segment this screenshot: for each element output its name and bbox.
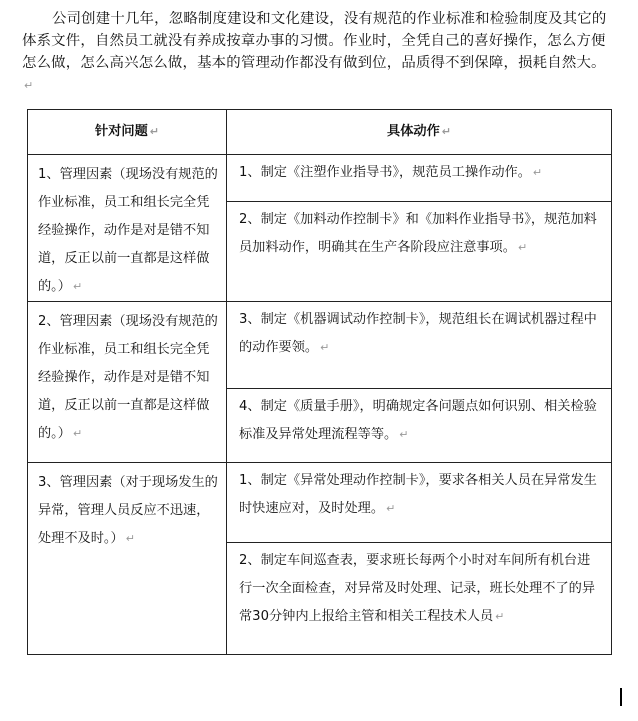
action-cell: 3、制定《机器调试动作控制卡》，规范组长在调试机器过程中的动作要领。 ↵ [227, 302, 612, 389]
paragraph-mark-icon: ↵ [24, 79, 34, 92]
table-row [28, 463, 612, 543]
header-action: 具体动作 ↵ [227, 110, 612, 155]
issue-cell: 3、管理因素（对于现场发生的异常，管理人员反应不迅速，处理不及时。） ↵ [28, 463, 227, 655]
header-issue: 针对问题 ↵ [28, 110, 227, 155]
action-cell: 1、制定《注塑作业指导书》，规范员工操作动作。 ↵ [227, 155, 612, 202]
table-row [28, 155, 612, 202]
issue-cell: 1、管理因素（现场没有规范的作业标准，员工和组长完全凭经验操作，动作是对是错不知道，反正以前一直都是这样做的。） ↵ [28, 155, 227, 302]
issue-cell: 2、管理因素（现场没有规范的作业标准，员工和组长完全凭经验操作，动作是对是错不知道，反正以前一直都是这样做的。） ↵ [28, 302, 227, 463]
action-cell: 1、制定《异常处理动作控制卡》，要求各相关人员在异常发生时快速应对，及时处理。 ↵ [227, 463, 612, 543]
action-cell: 4、制定《质量手册》，明确规定各问题点如何识别、相关检验标准及异常处理流程等等。 ↵ [227, 389, 612, 463]
paragraph-text: 公司创建十几年，忽略制度建设和文化建设，没有规范的作业标准和检验制度及其它的体系文件，自然员工就没有养成按章办事的习惯。作业时，全凭自己的喜好操作，怎么方便怎么做，怎么高兴怎么做，基本的管理动作都没有做到位，品质得不到保障，损耗自然大。 [22, 11, 607, 71]
problem-action-table [27, 109, 612, 655]
body-paragraph [22, 8, 617, 97]
text-cursor-icon [620, 688, 622, 706]
table-header-row [28, 110, 612, 155]
action-cell: 2、制定《加料动作控制卡》和《加料作业指导书》，规范加料员加料动作，明确其在生产各阶段应注意事项。 ↵ [227, 202, 612, 302]
table-row [28, 302, 612, 389]
action-cell: 2、制定车间巡查表，要求班长每两个小时对车间所有机台进行一次全面检查，对异常及时处理、记录，班长处理不了的异常30分钟内上报给主管和相关工程技术人员 ↵ [227, 543, 612, 655]
